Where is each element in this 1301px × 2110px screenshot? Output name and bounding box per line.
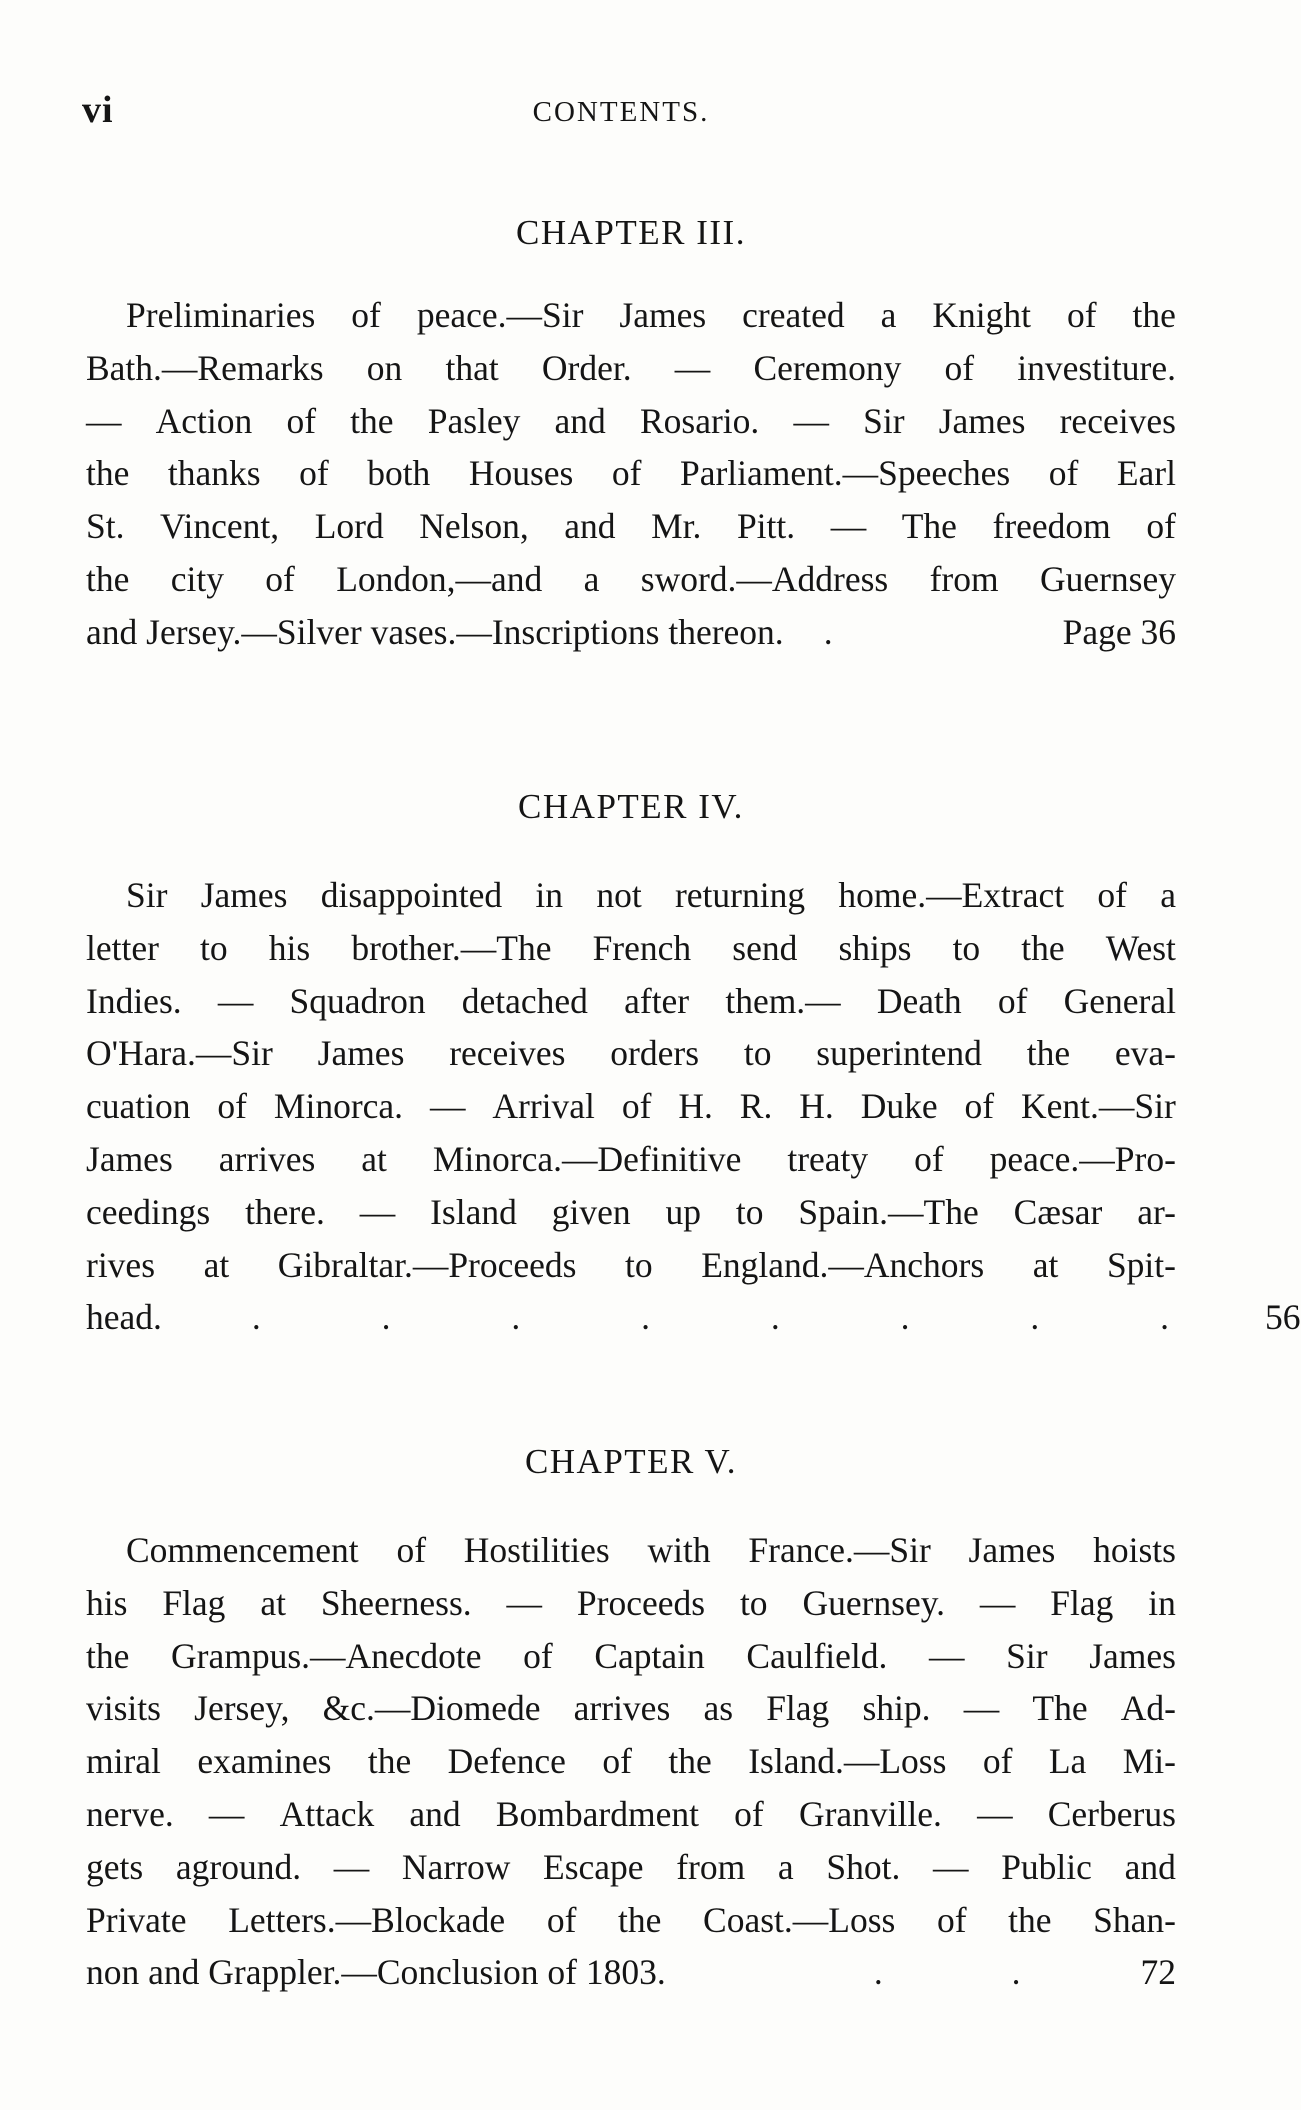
word: Letters.—Blockade — [228, 1899, 506, 1940]
summary-line — [86, 395, 1176, 448]
word: Narrow — [401, 1846, 511, 1887]
word: the — [86, 558, 130, 599]
word: nerve. — [86, 1793, 174, 1834]
word: Flag — [162, 1582, 226, 1623]
word: the — [1008, 1899, 1052, 1940]
word: as — [703, 1688, 734, 1729]
word: to — [625, 1244, 653, 1285]
word: and — [564, 506, 616, 547]
word: — — [208, 1793, 245, 1834]
word: to — [735, 1191, 764, 1232]
word: Island.—Loss — [748, 1741, 947, 1782]
word: — — [674, 347, 711, 388]
word: of — [1066, 295, 1097, 335]
word: Spain.—The — [798, 1191, 979, 1232]
word: a — [777, 1846, 794, 1887]
word: James — [938, 400, 1026, 441]
summary-line — [86, 1524, 1176, 1577]
word: Sir — [126, 875, 168, 915]
word: Indies. — [86, 980, 182, 1021]
summary-line — [86, 1735, 1176, 1788]
word: the — [367, 1741, 412, 1782]
word: Duke — [860, 1086, 938, 1127]
word: a — [583, 558, 600, 599]
word: ceedings — [86, 1191, 211, 1232]
word: Squadron — [289, 980, 426, 1021]
word: Attack — [279, 1793, 375, 1834]
word: H. — [678, 1086, 713, 1127]
word: and — [1124, 1846, 1176, 1887]
word: — — [429, 1086, 466, 1127]
word: Grampus.—Anecdote — [171, 1635, 482, 1676]
word: the — [618, 1899, 662, 1940]
word: and — [554, 400, 606, 441]
leader-text: . . . . . . . . — [251, 1297, 1226, 1338]
word: not — [596, 875, 642, 915]
word: Pasley — [427, 400, 521, 441]
word: a — [880, 295, 897, 335]
word: Gibraltar.—Proceeds — [277, 1244, 577, 1285]
page-reference: 72 — [1140, 1952, 1176, 1993]
word: of — [217, 1086, 247, 1127]
leader-text: . — [823, 611, 833, 652]
summary-line — [86, 342, 1176, 395]
word: Hostilities — [463, 1530, 610, 1570]
word: Pitt. — [736, 506, 796, 547]
chapter-section — [86, 213, 1176, 659]
word: London,—and — [336, 558, 543, 599]
word: Escape — [543, 1846, 644, 1887]
word: visits — [86, 1688, 161, 1729]
word: Shot. — [826, 1846, 901, 1887]
word: of — [611, 453, 642, 494]
word: with — [647, 1530, 711, 1570]
summary-line — [86, 1027, 1176, 1080]
word: freedom — [992, 506, 1111, 547]
word: La — [1048, 1741, 1087, 1782]
word: of — [982, 1741, 1013, 1782]
word: Captain — [594, 1635, 705, 1676]
word: to — [200, 927, 228, 968]
word: Minorca. — [273, 1086, 404, 1127]
word: that — [445, 347, 499, 388]
dot-leader — [784, 606, 1063, 659]
word: investiture. — [1017, 347, 1176, 388]
word: brother.—The — [351, 927, 552, 968]
word: Bath.—Remarks — [86, 347, 324, 388]
word: home.—Extract — [838, 875, 1065, 915]
word: — — [963, 1688, 1000, 1729]
word: them.— — [725, 980, 841, 1021]
word: R. — [739, 1086, 773, 1127]
word: Lord — [314, 506, 384, 547]
word: — — [977, 1793, 1013, 1834]
word: James — [317, 1033, 405, 1074]
word: Order. — [541, 347, 632, 388]
word: General — [1063, 980, 1176, 1021]
word: superintend — [816, 1033, 982, 1074]
word: disappointed — [320, 875, 503, 915]
word: to — [952, 927, 981, 968]
word: Preliminaries — [126, 295, 316, 335]
word: there. — [245, 1191, 325, 1232]
word: given — [551, 1191, 631, 1232]
page-folio: vi — [82, 89, 114, 131]
word: Knight — [932, 295, 1031, 335]
word: of — [734, 1793, 764, 1834]
word: the — [86, 453, 130, 494]
word: and — [409, 1793, 461, 1834]
word: Earl — [1116, 453, 1176, 494]
page-reference: 56 — [1265, 1297, 1301, 1338]
summary-line — [86, 447, 1176, 500]
word: Defence — [447, 1741, 566, 1782]
summary-line — [86, 869, 1176, 922]
word: Mi- — [1122, 1741, 1176, 1782]
word: James — [86, 1138, 173, 1179]
dot-leader — [162, 1291, 1265, 1344]
word: of — [351, 295, 381, 335]
word: created — [742, 295, 845, 335]
page-reference: Page 36 — [1062, 611, 1176, 652]
chapter-section — [86, 787, 1301, 1344]
word: Bombardment — [495, 1793, 699, 1834]
word: cuation — [86, 1086, 191, 1127]
word: at — [203, 1244, 230, 1285]
word: Vincent, — [160, 506, 280, 547]
word: — — [86, 400, 122, 441]
word: thanks — [167, 453, 261, 494]
word: Minorca.—Definitive — [432, 1138, 742, 1179]
chapter-summary — [86, 869, 1176, 1291]
word: from — [929, 558, 999, 599]
word: peace.—Pro- — [989, 1138, 1176, 1179]
summary-line — [86, 1186, 1176, 1239]
word: Island — [430, 1191, 517, 1232]
word: Guernsey. — [802, 1582, 946, 1623]
summary-line — [86, 1133, 1176, 1186]
word: Spit- — [1106, 1244, 1176, 1285]
word: ar- — [1137, 1191, 1176, 1232]
word: Proceeds — [576, 1582, 706, 1623]
word: Granville. — [798, 1793, 942, 1834]
word: a — [1160, 875, 1176, 915]
word: rives — [86, 1244, 156, 1285]
word: both — [367, 453, 431, 494]
word: after — [624, 980, 690, 1021]
word: James — [619, 295, 707, 335]
word: — — [793, 400, 829, 441]
word: up — [665, 1191, 701, 1232]
word: aground. — [175, 1846, 302, 1887]
word: Public — [1001, 1846, 1092, 1887]
word: at — [260, 1582, 286, 1623]
word: Flag — [766, 1688, 830, 1729]
word: Sir — [1006, 1635, 1048, 1676]
word: England.—Anchors — [701, 1244, 985, 1285]
word: returning — [674, 875, 806, 915]
word: The — [1032, 1688, 1088, 1729]
summary-last-text: head. — [86, 1297, 162, 1338]
word: Sheerness. — [320, 1582, 472, 1623]
word: Kent.—Sir — [1021, 1086, 1176, 1127]
word: hoists — [1093, 1530, 1176, 1570]
summary-line — [86, 922, 1176, 975]
word: James — [200, 875, 288, 915]
word: the — [1021, 927, 1065, 968]
word: Cæsar — [1013, 1191, 1103, 1232]
word: O'Hara.—Sir — [86, 1033, 273, 1074]
word: eva- — [1114, 1033, 1176, 1074]
word: of — [964, 1086, 995, 1127]
word: his — [268, 927, 311, 968]
word: orders — [610, 1033, 700, 1074]
summary-line — [86, 975, 1176, 1028]
word: ships — [838, 927, 912, 968]
word: Flag — [1050, 1582, 1114, 1623]
word: — — [933, 1846, 969, 1887]
word: Shan- — [1093, 1899, 1176, 1940]
summary-last-text: non and Grappler.—Conclusion of 1803. — [86, 1952, 666, 1993]
summary-line — [86, 1682, 1176, 1735]
word: arrives — [218, 1138, 316, 1179]
word: — — [217, 980, 254, 1021]
word: of — [602, 1741, 632, 1782]
word: Cerberus — [1047, 1793, 1176, 1834]
summary-line — [86, 1630, 1176, 1683]
word: Commencement — [126, 1530, 359, 1570]
word: H. — [799, 1086, 834, 1127]
word: ship. — [862, 1688, 931, 1729]
word: send — [732, 927, 798, 968]
chapter-section — [86, 1442, 1176, 1999]
word: the — [668, 1741, 712, 1782]
word: gets — [86, 1846, 144, 1887]
word: France.—Sir — [748, 1530, 931, 1570]
word: of — [299, 453, 329, 494]
summary-line — [86, 553, 1176, 606]
word: to — [743, 1033, 772, 1074]
summary-line — [86, 1080, 1176, 1133]
word: on — [366, 347, 403, 388]
summary-line — [86, 500, 1176, 553]
word: at — [361, 1138, 387, 1179]
word: Guernsey — [1039, 558, 1176, 599]
word: city — [170, 558, 224, 599]
summary-line — [86, 1894, 1176, 1947]
word: of — [997, 980, 1028, 1021]
word: detached — [461, 980, 588, 1021]
word: — — [830, 506, 867, 547]
word: of — [396, 1530, 427, 1570]
word: Coast.—Loss — [703, 1899, 896, 1940]
word: — — [929, 1635, 965, 1676]
word: Ad- — [1120, 1688, 1176, 1729]
summary-line — [86, 289, 1176, 342]
word: St. — [86, 506, 125, 547]
word: Ceremony — [753, 347, 902, 388]
chapter-title: CHAPTER IV. — [518, 787, 744, 826]
word: Mr. — [651, 506, 702, 547]
chapter-title: CHAPTER III. — [516, 213, 746, 252]
word: the — [1026, 1033, 1071, 1074]
word: his — [86, 1582, 128, 1623]
word: sword.—Address — [640, 558, 889, 599]
word: of — [265, 558, 295, 599]
word: examines — [197, 1741, 332, 1782]
word: — — [359, 1191, 396, 1232]
word: letter — [86, 927, 159, 968]
word: of — [1097, 875, 1127, 915]
word: Houses — [468, 453, 574, 494]
word: of — [936, 1899, 967, 1940]
chapter-summary — [86, 289, 1176, 606]
word: receives — [1059, 400, 1176, 441]
word: Jersey, — [194, 1688, 290, 1729]
word: Sir — [863, 400, 905, 441]
summary-last-line — [86, 1291, 1301, 1344]
word: French — [592, 927, 692, 968]
summary-line — [86, 1239, 1176, 1292]
word: Rosario. — [639, 400, 760, 441]
word: of — [944, 347, 975, 388]
word: Nelson, — [419, 506, 529, 547]
summary-last-line — [86, 606, 1176, 659]
chapter-summary — [86, 1524, 1176, 1946]
word: in — [535, 875, 564, 915]
word: Caulfield. — [746, 1635, 888, 1676]
word: The — [901, 506, 957, 547]
running-head: CONTENTS. — [532, 96, 710, 128]
word: from — [676, 1846, 746, 1887]
word: — — [979, 1582, 1016, 1623]
summary-line — [86, 1577, 1176, 1630]
word: miral — [86, 1741, 161, 1782]
word: peace.—Sir — [416, 295, 584, 335]
word: of — [546, 1899, 577, 1940]
dot-leader — [666, 1946, 1141, 1999]
word: the — [1132, 295, 1176, 335]
word: Parliament.—Speeches — [679, 453, 1011, 494]
word: at — [1032, 1244, 1059, 1285]
word: James — [968, 1530, 1056, 1570]
summary-last-text: and Jersey.—Silver vases.—Inscriptions thereon. — [86, 611, 784, 652]
word: Arrival — [492, 1086, 595, 1127]
word: &c.—Diomede — [322, 1688, 541, 1729]
word: of — [1146, 506, 1176, 547]
word: treaty — [787, 1138, 869, 1179]
word: West — [1105, 927, 1176, 968]
word: of — [1048, 453, 1079, 494]
word: to — [739, 1582, 768, 1623]
summary-last-line — [86, 1946, 1176, 1999]
word: of — [914, 1138, 944, 1179]
word: the — [86, 1635, 130, 1676]
word: of — [621, 1086, 652, 1127]
summary-line — [86, 1788, 1176, 1841]
word: Action — [155, 400, 253, 441]
word: arrives — [573, 1688, 671, 1729]
word: in — [1148, 1582, 1176, 1623]
word: of — [523, 1635, 553, 1676]
word: James — [1089, 1635, 1176, 1676]
word: receives — [449, 1033, 566, 1074]
word: Private — [86, 1899, 187, 1940]
word: the — [350, 400, 394, 441]
word: — — [333, 1846, 370, 1887]
chapter-title: CHAPTER V. — [524, 1442, 738, 1481]
word: — — [506, 1582, 543, 1623]
leader-text: . . — [873, 1952, 1081, 1993]
summary-line — [86, 1841, 1176, 1894]
word: Death — [876, 980, 962, 1021]
word: of — [286, 400, 317, 441]
